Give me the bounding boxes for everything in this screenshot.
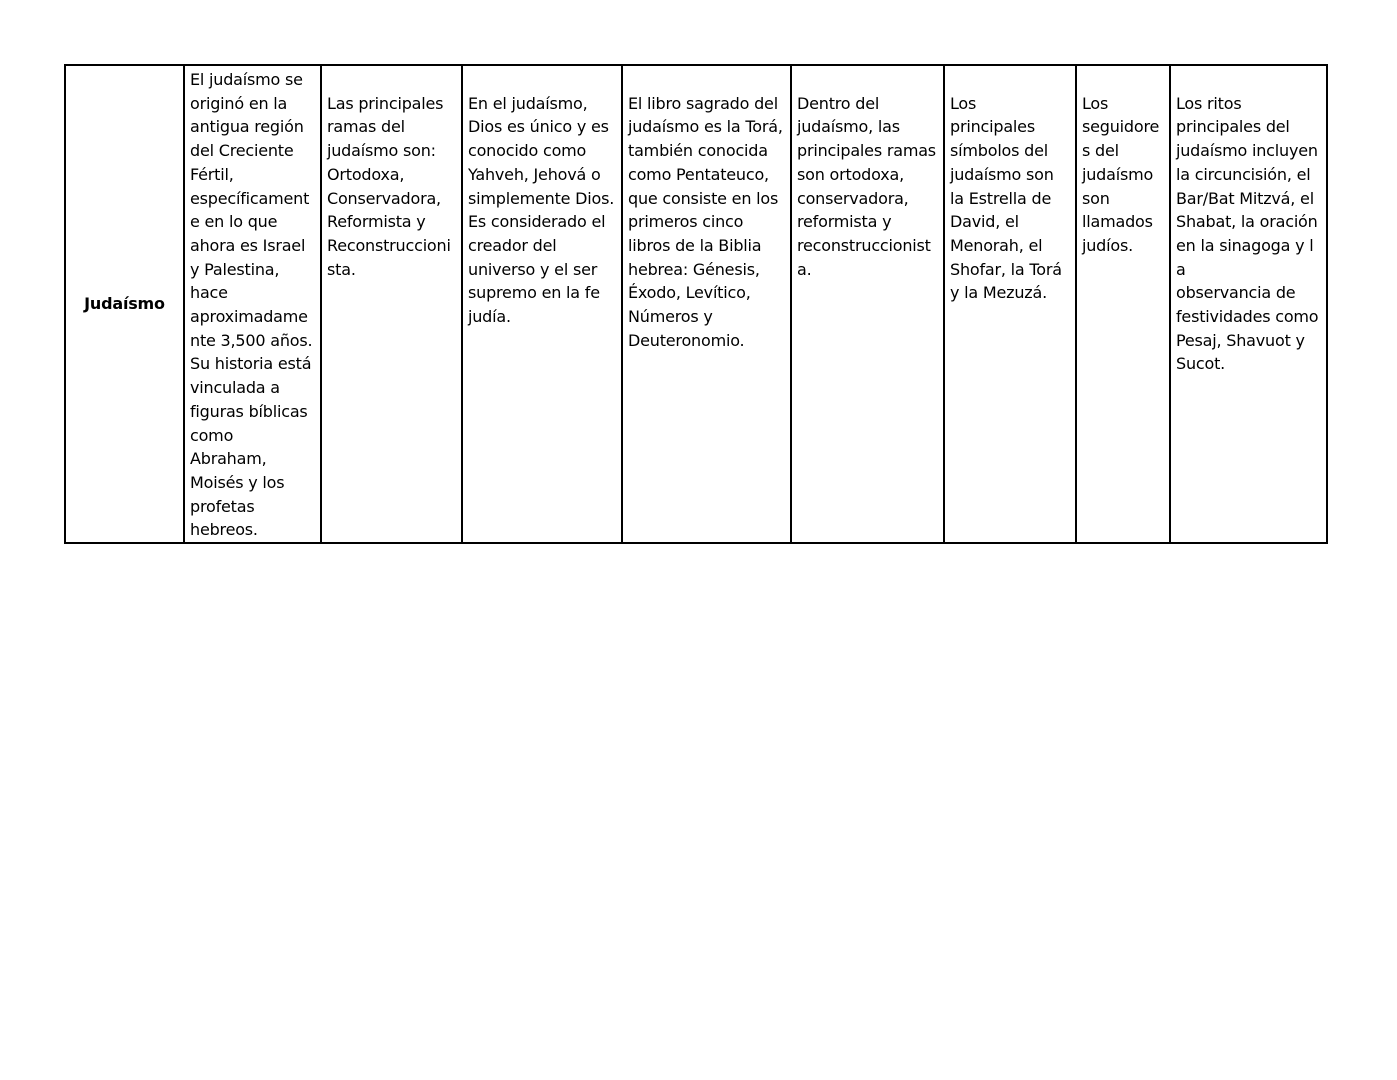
branches-detail-cell: Dentro del judaísmo, las principales ramas son ortodoxa, conservadora, reformista y reconstruccionist a. <box>791 65 944 543</box>
followers-cell: Los seguidore s del judaísmo son llamados judíos. <box>1076 65 1170 543</box>
judaism-table <box>64 64 1328 544</box>
symbols-cell: Los principales símbolos del judaísmo son la Estrella de David, el Menorah, el Shofar, la Torá y la Mezuzá. <box>944 65 1076 543</box>
origin-cell: El judaísmo se originó en la antigua región del Creciente Fértil, específicament e en lo que ahora es Israel y Palestina, hace aproximadame nte 3,500 años. Su historia está vinculada a figuras bíblicas como Abraham, Moisés y los profetas hebreos. <box>184 65 321 543</box>
religion-name-cell: Judaísmo <box>65 65 184 543</box>
rites-cell: Los ritos principales del judaísmo incluyen la circuncisión, el Bar/Bat Mitzvá, el Shabat, la oración en la sinagoga y la observancia de festividades como Pesaj, Shavuot y Sucot. <box>1170 65 1327 543</box>
branches-cell: Las principales ramas del judaísmo son: Ortodoxa, Conservadora, Reformista y Reconstruccioni sta. <box>321 65 462 543</box>
table-row <box>65 65 1327 543</box>
god-cell: En el judaísmo, Dios es único y es conocido como Yahveh, Jehová o simplemente Dios. Es considerado el creador del universo y el ser supremo en la fe judía. <box>462 65 622 543</box>
sacred-book-cell: El libro sagrado del judaísmo es la Torá, también conocida como Pentateuco, que consiste en los primeros cinco libros de la Biblia hebrea: Génesis, Éxodo, Levítico, Números y Deuteronomio. <box>622 65 791 543</box>
